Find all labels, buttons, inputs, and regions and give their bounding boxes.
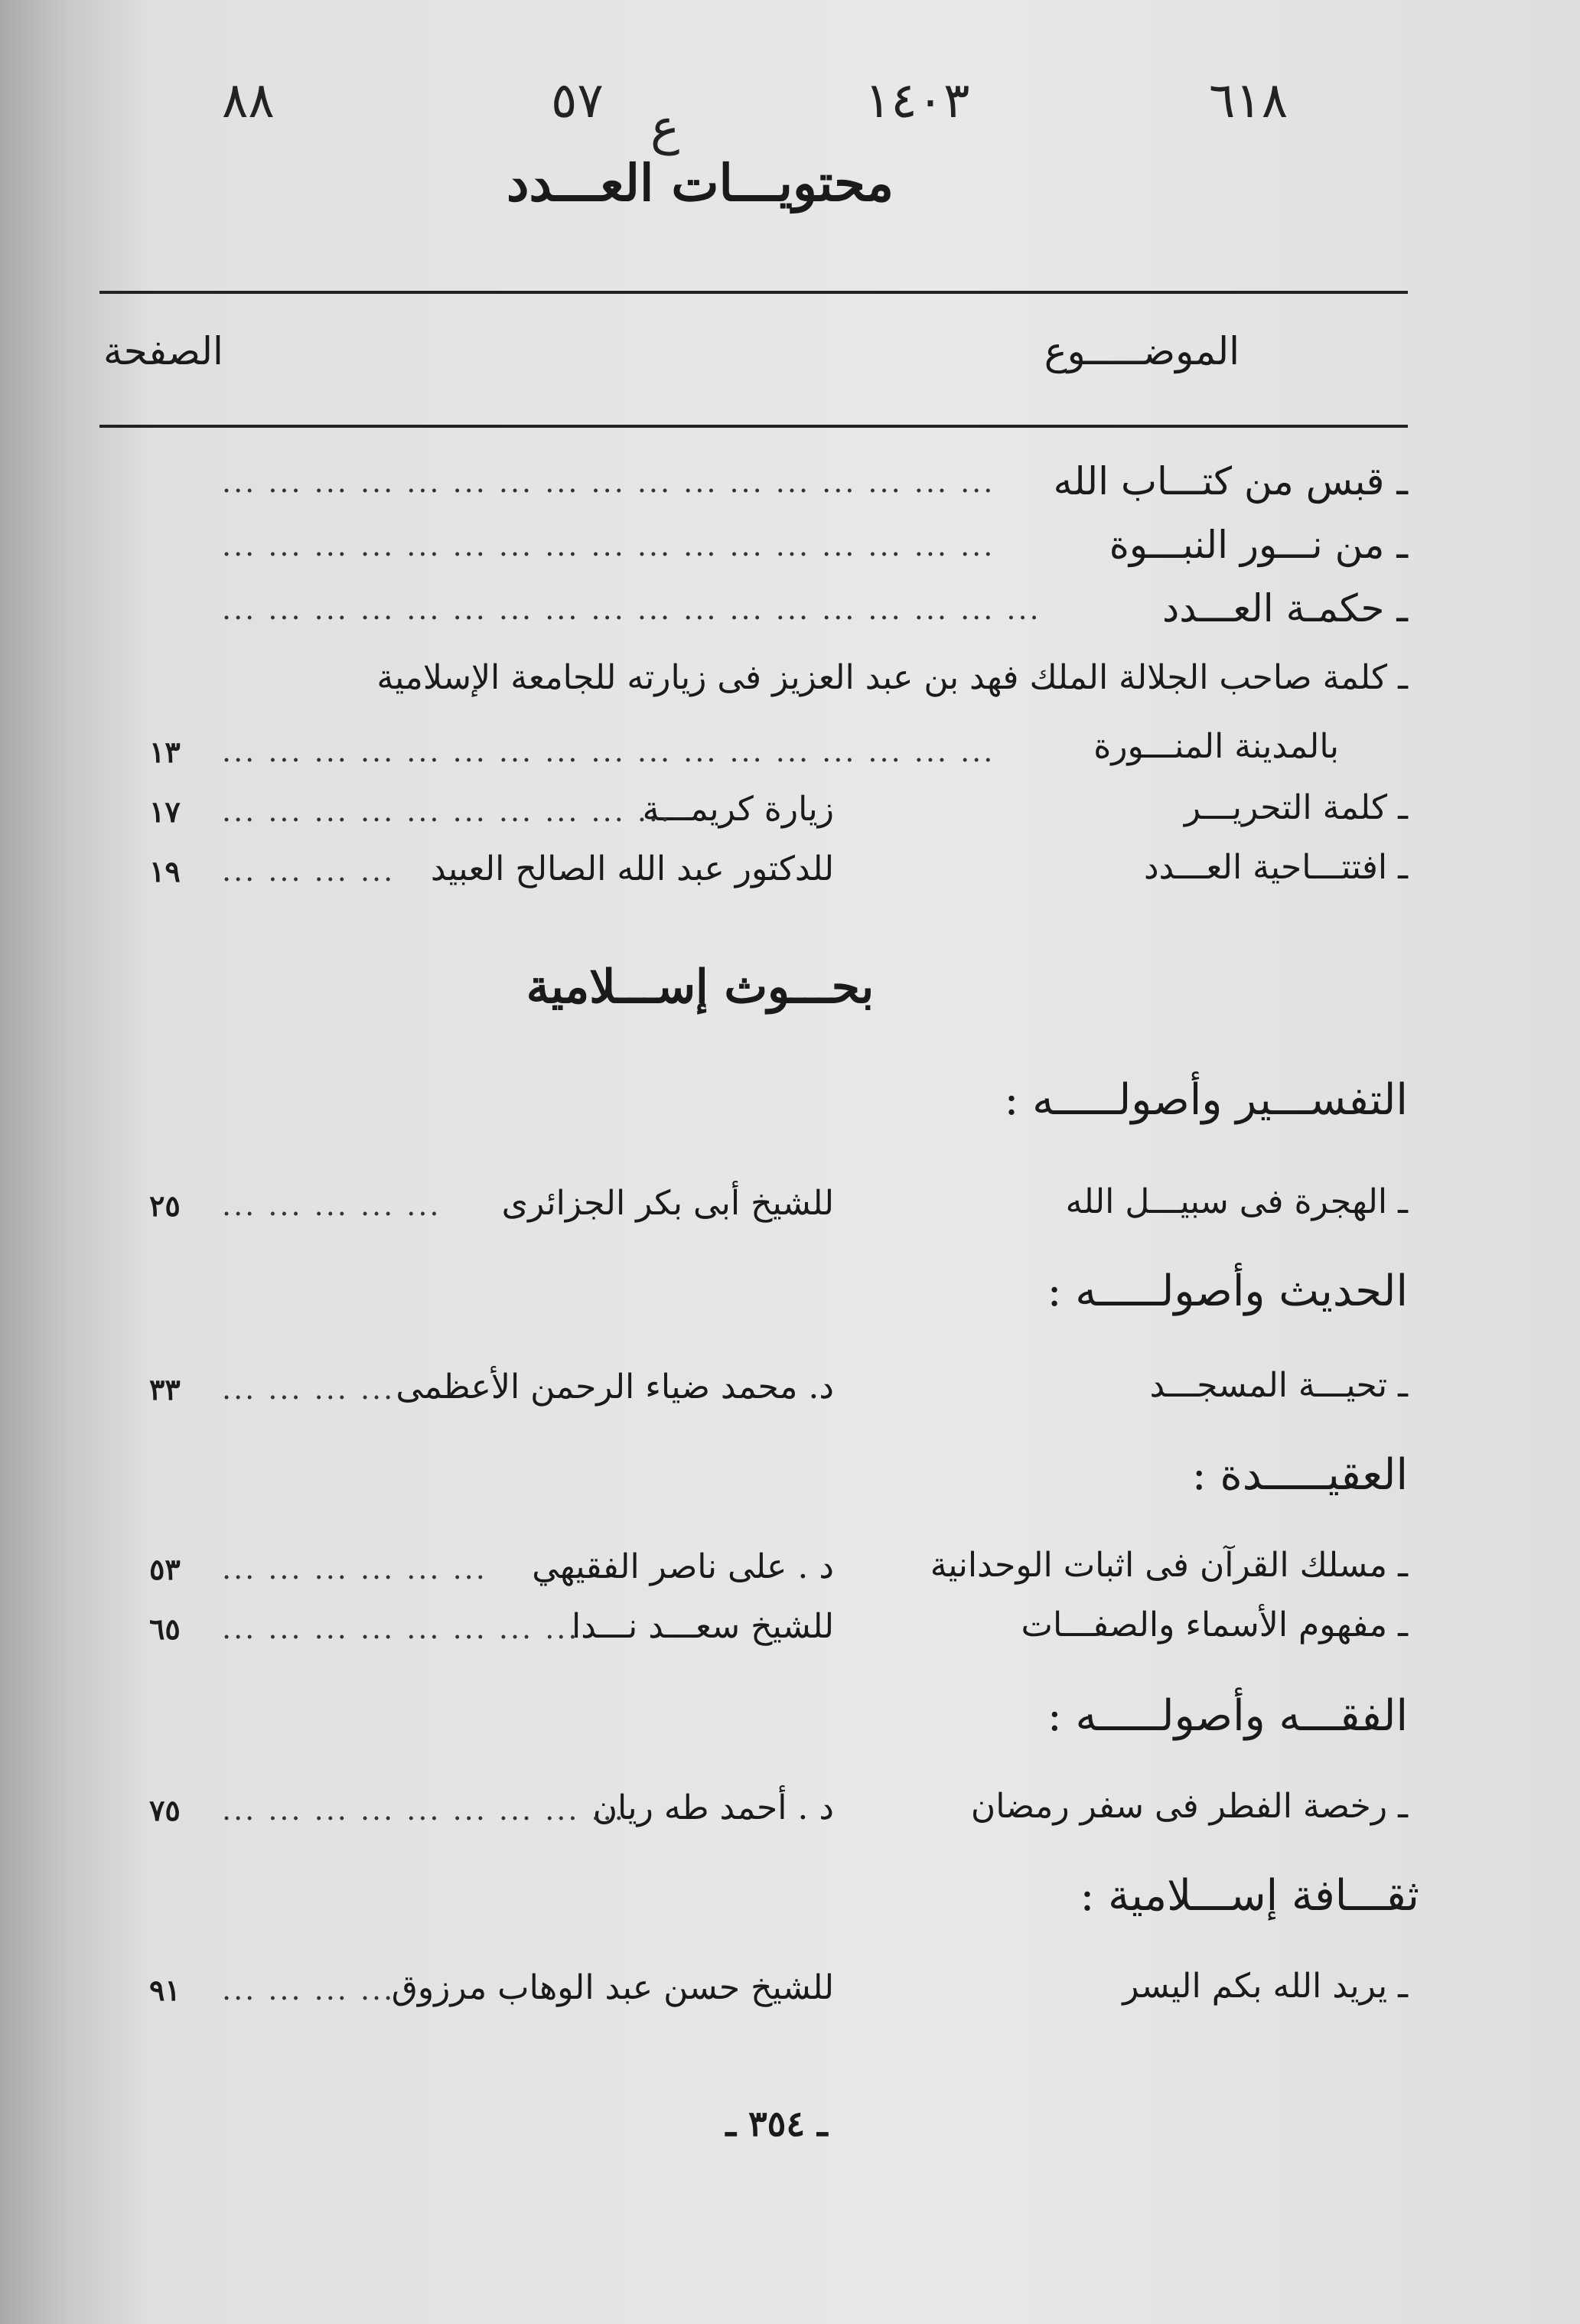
item-title: ـ كلمة التحريـــر — [1184, 788, 1408, 827]
item-title: ـ الهجرة فى سبيـــل الله — [1065, 1182, 1408, 1221]
list-item — [0, 1787, 1408, 1840]
item-author: للشيخ أبى بكر الجزائرى — [501, 1184, 834, 1223]
item-title: ـ رخصة الفطر فى سفر رمضان — [970, 1787, 1408, 1826]
section-title: بحـــوث إســـلامية — [526, 960, 875, 1014]
item-title: ـ حكمـة العـــدد — [1161, 586, 1408, 631]
item-dots: ... ... ... ... ... ... ... ... ... — [222, 1793, 626, 1827]
item-author: د . على ناصر الفقيهي — [532, 1547, 834, 1586]
speech-dots: ... ... ... ... ... ... ... ... ... ... ... ... ... ... ... ... ... — [222, 735, 995, 768]
list-item — [0, 1182, 1408, 1236]
header-rule — [99, 425, 1408, 428]
speech-entry — [0, 658, 1408, 788]
list-item — [0, 586, 1408, 647]
item-title: ـ من نـــور النبـــوة — [1109, 523, 1408, 567]
handwritten-note-d: ١٤٠٣ — [865, 73, 970, 129]
item-dots: ... ... ... ... ... ... ... ... ... ... ... ... ... ... ... ... ... ... — [222, 592, 1041, 626]
top-rule — [99, 291, 1408, 294]
list-item — [0, 523, 1408, 584]
list-item — [0, 1366, 1408, 1419]
subsection-title: الحديث وأصولـــــه : — [1047, 1266, 1408, 1316]
item-title: ـ افتتـــاحية العـــدد — [1143, 848, 1408, 887]
page-header: الصفحة — [103, 329, 223, 373]
item-page: ١٧ — [149, 794, 181, 829]
item-dots: ... ... ... ... — [222, 1372, 396, 1406]
item-author: للشيخ سعـــد نـــدا — [572, 1607, 834, 1646]
item-title: ـ مسلك القرآن فى اثبات الوحدانية — [930, 1546, 1408, 1585]
item-dots: ... ... ... ... — [222, 1973, 396, 2006]
item-dots: ... ... ... ... — [222, 854, 396, 888]
handwritten-note-c: ع — [650, 99, 680, 156]
item-author: للشيخ حسن عبد الوهاب مرزوق — [391, 1968, 834, 2007]
item-author: للدكتور عبد الله الصالح العبيد — [430, 849, 834, 888]
list-item — [0, 788, 1408, 842]
item-dots: ... ... ... ... ... ... ... ... ... ... ... ... ... ... ... ... ... — [222, 465, 995, 499]
speech-line-1: ـ كلمة صاحب الجلالة الملك فهد بن عبد العزيز فى زيارته للجامعة الإسلامية — [376, 658, 1408, 697]
item-page: ٥٣ — [149, 1552, 181, 1586]
item-title: ـ قبس من كتـــاب الله — [1053, 459, 1408, 504]
subsection-title: الفقـــه وأصولـــــه : — [1047, 1691, 1408, 1741]
item-title: ـ مفهوم الأسماء والصفـــات — [1021, 1605, 1408, 1644]
item-dots: ... ... ... ... ... ... ... ... ... ... — [222, 794, 673, 828]
speech-line-2: بالمدينة المنـــورة — [1093, 727, 1339, 766]
item-page: ٢٥ — [149, 1188, 181, 1223]
item-page: ١٩ — [149, 854, 181, 888]
item-dots: ... ... ... ... ... — [222, 1188, 441, 1222]
item-page: ٣٣ — [149, 1372, 181, 1406]
item-page: ٧٥ — [149, 1793, 181, 1827]
item-author: زيارة كريمـــة — [642, 790, 834, 829]
subsection-title: التفســـير وأصولـــــه : — [1004, 1075, 1408, 1125]
item-title: ـ يريد الله بكم اليسر — [1122, 1967, 1408, 2006]
subject-header: الموضـــــوع — [1044, 329, 1240, 373]
item-page: ٦٥ — [149, 1612, 181, 1646]
item-author: د. محمد ضياء الرحمن الأعظمى — [396, 1367, 834, 1406]
list-item — [0, 1546, 1408, 1599]
item-author: د . أحمد طه ريان — [592, 1788, 834, 1827]
list-item — [0, 1967, 1408, 2020]
item-page: ٩١ — [149, 1973, 181, 2007]
page-title: محتويـــات العـــدد — [507, 153, 894, 213]
handwritten-note-a: ۸۸ — [222, 73, 275, 129]
handwritten-note-e: ٦١٨ — [1209, 73, 1288, 129]
item-dots: ... ... ... ... ... ... ... ... ... ... ... ... ... ... ... ... ... — [222, 529, 995, 562]
page-number: ـ ٣٥٤ ـ — [725, 2103, 828, 2144]
item-title: ـ تحيـــة المسجـــد — [1149, 1366, 1408, 1405]
subsection-title: العقيـــــدة : — [1191, 1450, 1408, 1500]
speech-page: ١٣ — [149, 735, 181, 769]
item-dots: ... ... ... ... ... ... ... ... — [222, 1612, 580, 1645]
list-item — [0, 848, 1408, 901]
item-dots: ... ... ... ... ... ... — [222, 1552, 487, 1586]
list-item — [0, 459, 1408, 520]
list-item — [0, 1605, 1408, 1659]
handwritten-note-b: ٥٧ — [551, 73, 604, 129]
subsection-title: ثقـــافة إســـلامية : — [1080, 1871, 1419, 1921]
